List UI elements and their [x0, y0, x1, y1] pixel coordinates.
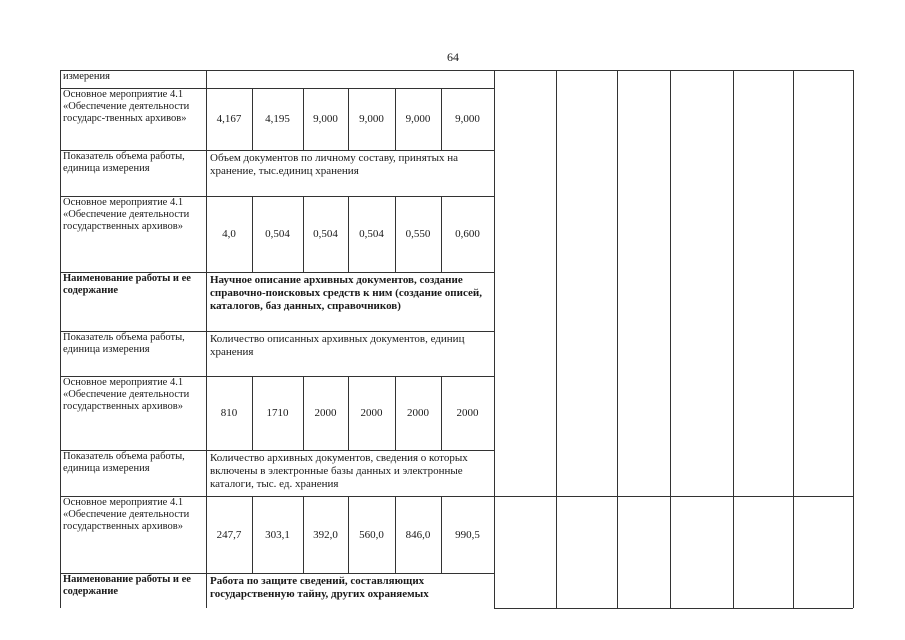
indicator-text: Количество описанных архивных документов, единиц хранения: [210, 333, 465, 358]
row-label: Основное мероприятие 4.1 «Обеспечение деятельности государственных архивов»: [63, 377, 190, 412]
right-block-bottom-border: [494, 608, 853, 609]
row-label: Показатель объема работы, единица измерения: [63, 332, 185, 355]
right-block-column-divider: [494, 70, 495, 608]
value-cell: 2000: [407, 407, 429, 419]
indicator-text: Объем документов по личному составу, принятых на хранение, тыс.единиц хранения: [210, 152, 458, 177]
value-cell: 846,0: [405, 528, 431, 541]
value-cell: 0,504: [313, 228, 338, 240]
value-cell: 0,550: [405, 228, 431, 240]
value-cell: 0,600: [455, 228, 480, 240]
right-block-column-divider: [556, 70, 557, 608]
value-cell: 9,000: [405, 113, 431, 125]
row-label: Показатель объема работы, единица измерения: [63, 451, 185, 474]
value-cell: 9,000: [359, 113, 384, 125]
row-label: Основное мероприятие 4.1 «Обеспечение деятельности государственных архивов»: [63, 197, 190, 232]
value-cell: 4,195: [265, 113, 290, 125]
right-block-column-divider: [853, 70, 854, 608]
value-cell: 0,504: [359, 228, 384, 240]
value-cell: 560,0: [359, 528, 384, 541]
value-cell: 303,1: [265, 528, 290, 541]
indicator-text: Количество архивных документов, сведения о которых включены в электронные базы данных и электронные каталоги, тыс. ед. хранения: [210, 452, 468, 490]
right-block-column-divider: [670, 70, 671, 608]
right-block-column-divider: [793, 70, 794, 608]
value-cell: 0,504: [265, 228, 290, 240]
right-block-column-divider: [733, 70, 734, 608]
row-label: Наименование работы и ее содержание: [63, 574, 191, 597]
value-cell: 990,5: [455, 528, 480, 541]
value-cell: 2000: [456, 407, 479, 419]
row-label: Основное мероприятие 4.1 «Обеспечение деятельности государс-твенных архивов»: [63, 89, 190, 124]
value-cell: 247,7: [216, 528, 242, 541]
value-cell: 810: [220, 407, 238, 419]
value-cell: 9,000: [455, 113, 480, 125]
value-cell: 9,000: [313, 113, 338, 125]
row-label: Показатель объема работы, единица измерения: [63, 151, 185, 174]
row-label: измерения: [63, 71, 110, 82]
value-cell: 4,167: [216, 113, 242, 125]
work-title: Работа по защите сведений, составляющих государственную тайну, других охраняемых: [210, 575, 429, 600]
value-cell: 2000: [360, 407, 383, 419]
row-label: Наименование работы и ее содержание: [63, 273, 191, 296]
value-cell: 392,0: [313, 528, 338, 541]
value-cell: 4,0: [222, 228, 236, 240]
right-block-top-border: [494, 70, 853, 71]
page-number: 64: [447, 50, 459, 64]
value-cell: 2000: [314, 407, 337, 419]
right-block-column-divider: [617, 70, 618, 608]
right-block-row-divider: [494, 496, 853, 497]
row-label: Основное мероприятие 4.1 «Обеспечение деятельности государственных архивов»: [63, 497, 190, 532]
work-title: Научное описание архивных документов, создание справочно-поисковых средств к ним (создание описей, каталогов, баз данных, справочников): [210, 274, 482, 312]
value-cell: 1710: [266, 407, 289, 419]
